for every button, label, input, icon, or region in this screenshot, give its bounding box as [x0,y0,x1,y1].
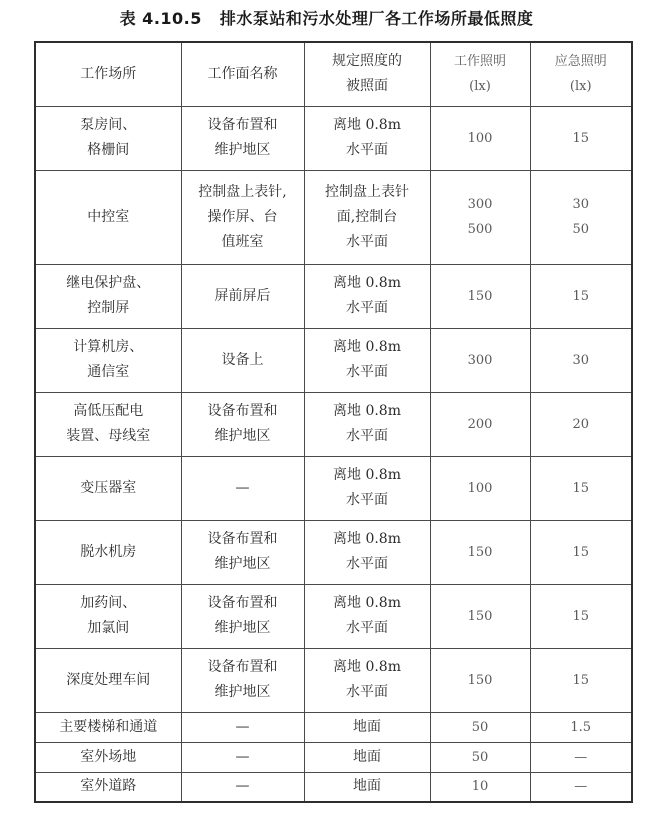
work-illuminance-cell [430,456,530,520]
table-row [35,584,632,648]
place-cell [35,392,181,456]
cell-line: 工作场所 [80,65,137,82]
work-illuminance-cell [430,520,530,584]
cell-line: 水平面 [346,684,388,700]
cell-line: 10 [471,779,489,795]
place-cell [35,170,181,264]
emergency-illuminance-cell [530,584,632,648]
cell-line: 水平面 [346,620,388,636]
place-cell [35,712,181,742]
cell-line: 维护地区 [214,142,271,158]
header-row [35,42,632,106]
cell-line: (lx) [569,79,592,95]
work-illuminance-cell [430,170,530,264]
cell-line: 50 [471,749,489,765]
cell-line: 脱水机房 [80,543,137,560]
cell-line: 变压器室 [80,479,137,496]
cell-line: 被照面 [346,78,388,95]
cell-line: 室外场地 [80,748,137,765]
cell-line: 计算机房、 [73,339,144,355]
cell-line: 300 [467,197,493,212]
column-header-work [430,42,530,106]
cell-line: 水平面 [346,142,388,158]
cell-line: 150 [467,288,493,304]
cell-line: 15 [572,288,590,304]
cell-line: 15 [572,608,590,624]
cell-line: 维护地区 [214,620,271,636]
cell-line: 100 [467,480,493,496]
cell-line: — [574,779,588,795]
work-illuminance-cell [430,648,530,712]
work-illuminance-cell [430,712,530,742]
table-number: 表 4.10.5 [119,9,202,28]
emergency-illuminance-cell [530,712,632,742]
cell-line: 30 [572,197,590,212]
cell-line: 离地 0.8m [333,531,401,547]
cell-line: 继电保护盘、 [66,275,151,291]
surface-cell [181,328,304,392]
cell-line: 维护地区 [214,684,271,700]
surface-cell [181,456,304,520]
place-cell [35,742,181,772]
cell-line: 维护地区 [214,428,271,444]
place-cell [35,772,181,802]
cell-line: 通信室 [87,364,130,380]
cell-line: 离地 0.8m [333,403,401,419]
emergency-illuminance-cell [530,648,632,712]
cell-line: 100 [467,130,493,146]
place-cell [35,648,181,712]
cell-line: 50 [471,719,489,735]
illuminance-table [34,41,633,803]
emergency-illuminance-cell [530,106,632,170]
table-row [35,328,632,392]
cell-line: 设备布置和 [207,403,278,419]
table-row [35,392,632,456]
cell-line: 面,控制台 [336,208,398,225]
emergency-illuminance-cell [530,170,632,264]
cell-line: 深度处理车间 [66,671,151,688]
cell-line: 水平面 [346,492,388,508]
cell-line: 30 [572,352,590,368]
cell-line: — [235,479,250,496]
surface-cell [181,106,304,170]
surface-cell [181,742,304,772]
cell-line: 屏前屏后 [214,287,271,304]
cell-line: 150 [467,608,493,624]
emergency-illuminance-cell [530,742,632,772]
work-illuminance-cell [430,264,530,328]
place-cell [35,106,181,170]
table-row [35,264,632,328]
column-header-place [35,42,181,106]
work-illuminance-cell [430,328,530,392]
work-illuminance-cell [430,584,530,648]
cell-line: 地面 [353,778,381,795]
cell-line: 水平面 [346,556,388,572]
column-header-plane [304,42,430,106]
table-row [35,456,632,520]
cell-line: 300 [467,352,493,368]
cell-line: 20 [572,416,590,432]
emergency-illuminance-cell [530,328,632,392]
cell-line: 应急照明 [554,54,607,70]
cell-line: 水平面 [346,233,388,250]
cell-line: 15 [572,544,590,560]
cell-line: — [235,748,250,765]
surface-cell [181,170,304,264]
cell-line: 地面 [353,748,381,765]
cell-line: 控制盘上表针 [325,183,409,200]
plane-cell [304,742,430,772]
cell-line: 操作屏、台 [207,208,278,225]
cell-line: 150 [467,544,493,560]
cell-line: 水平面 [346,364,388,380]
cell-line: 控制盘上表针, [198,183,287,200]
cell-line: 装置、母线室 [66,428,151,444]
table-row [35,742,632,772]
plane-cell [304,106,430,170]
plane-cell [304,648,430,712]
table-row [35,106,632,170]
table-row [35,520,632,584]
plane-cell [304,712,430,742]
work-illuminance-cell [430,392,530,456]
work-illuminance-cell [430,742,530,772]
cell-line: 离地 0.8m [333,467,401,483]
surface-cell [181,648,304,712]
work-illuminance-cell [430,772,530,802]
cell-line: 离地 0.8m [333,117,401,133]
cell-line: — [574,749,588,765]
cell-line: 离地 0.8m [333,275,401,291]
cell-line: 15 [572,480,590,496]
cell-line: 工作照明 [453,54,506,70]
cell-line: 值班室 [221,233,264,250]
table-row [35,772,632,802]
table-row [35,170,632,264]
emergency-illuminance-cell [530,456,632,520]
cell-line: 500 [467,222,493,237]
emergency-illuminance-cell [530,392,632,456]
cell-line: (lx) [469,79,491,95]
surface-cell [181,520,304,584]
cell-line: 设备布置和 [207,595,278,611]
cell-line: 地面 [353,718,381,735]
cell-line: 中控室 [87,208,130,225]
cell-line: 200 [467,416,493,432]
cell-line: 规定照度的 [332,53,402,70]
cell-line: 150 [467,672,493,688]
column-header-emergency [530,42,632,106]
cell-line: 主要楼梯和通道 [59,718,158,735]
cell-line: 水平面 [346,300,388,316]
plane-cell [304,772,430,802]
cell-line: 水平面 [346,428,388,444]
plane-cell [304,392,430,456]
place-cell [35,328,181,392]
place-cell [35,456,181,520]
plane-cell [304,584,430,648]
cell-line: 15 [572,130,590,146]
table-title: 排水泵站和污水处理厂各工作场所最低照度 [219,9,534,28]
cell-line: 泵房间、 [80,117,137,133]
cell-line: 设备上 [221,351,264,368]
work-illuminance-cell [430,106,530,170]
surface-cell [181,264,304,328]
emergency-illuminance-cell [530,264,632,328]
surface-cell [181,772,304,802]
column-header-surface [181,42,304,106]
cell-line: 加药间、 [80,595,137,611]
table-row [35,712,632,742]
emergency-illuminance-cell [530,520,632,584]
cell-line: 15 [572,672,590,688]
place-cell [35,264,181,328]
cell-line: 离地 0.8m [333,339,401,355]
cell-line: 50 [572,222,590,237]
cell-line: 设备布置和 [207,531,278,547]
plane-cell [304,456,430,520]
cell-line: — [235,718,250,735]
cell-line: 控制屏 [87,300,130,316]
cell-line: 1.5 [570,719,592,735]
table-row [35,648,632,712]
surface-cell [181,392,304,456]
cell-line: 室外道路 [80,778,137,795]
cell-line: 维护地区 [214,556,271,572]
place-cell [35,584,181,648]
cell-line: 格栅间 [87,142,130,158]
emergency-illuminance-cell [530,772,632,802]
cell-line: 加氯间 [87,620,130,636]
cell-line: 设备布置和 [207,117,278,133]
surface-cell [181,584,304,648]
cell-line: 工作面名称 [207,65,278,82]
table-caption [0,6,653,29]
plane-cell [304,264,430,328]
surface-cell [181,712,304,742]
cell-line: — [235,778,250,795]
place-cell [35,520,181,584]
cell-line: 设备布置和 [207,659,278,675]
plane-cell [304,328,430,392]
plane-cell [304,170,430,264]
cell-line: 离地 0.8m [333,659,401,675]
cell-line: 离地 0.8m [333,595,401,611]
cell-line: 高低压配电 [73,403,144,419]
plane-cell [304,520,430,584]
